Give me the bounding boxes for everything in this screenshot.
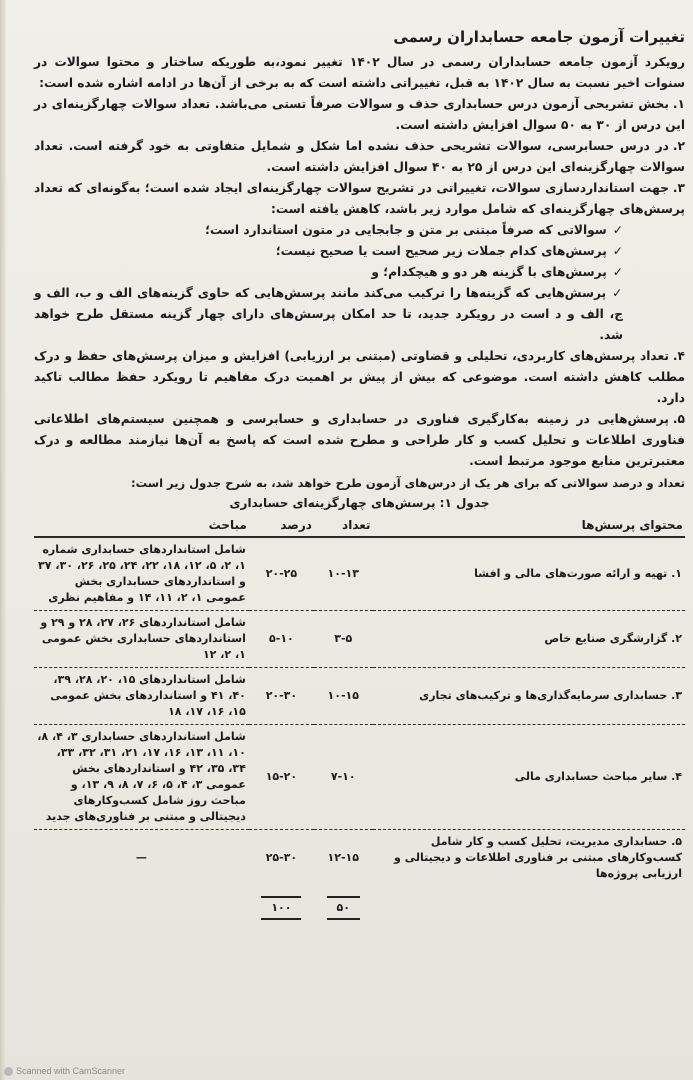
- camscanner-icon: [4, 1067, 13, 1076]
- cell-content: ۳. حسابداری سرمایه‌گذاری‌ها و ترکیب‌های تجاری: [373, 668, 685, 725]
- total-count: ۵۰: [327, 896, 360, 920]
- bullet-item: [34, 283, 685, 346]
- check-icon: ✓: [612, 244, 623, 258]
- item-number: ۲.: [672, 139, 685, 153]
- cell-percent: ۲۰-۳۰: [249, 668, 314, 725]
- check-icon: ✓: [612, 223, 623, 237]
- cell-topics: شامل استانداردهای ۲۶، ۲۷، ۲۸ و ۲۹ و استانداردهای حسابداری بخش عمومی ۱، ۲، ۱۲: [34, 611, 249, 668]
- cell-content: ۲. گزارشگری صنایع خاص: [373, 611, 685, 668]
- table-row: [34, 830, 685, 887]
- table-intro: تعداد و درصد سوالاتی که برای هر یک از درس‌های آزمون طرح خواهد شد، به شرح جدول زیر است:: [131, 476, 685, 490]
- list-item: [34, 94, 685, 136]
- cell-percent: ۲۵-۳۰: [265, 851, 298, 864]
- page-title: تغییرات آزمون جامعه حسابداران رسمی: [393, 28, 685, 46]
- cell-percent: ۱۵-۲۰: [249, 725, 314, 830]
- check-icon: ✓: [612, 286, 623, 300]
- item-text: بخش تشریحی آزمون درس حسابداری حذف و سوالات صرفاً تستی می‌باشد. تعداد سوالات چهارگزینه‌ای در این درس از ۳۰ به ۵۰ سوال افزایش داشته است.: [34, 97, 685, 132]
- intro-paragraph: رویکرد آزمون جامعه حسابداران رسمی در سال ۱۴۰۲ تغییر نمود،به طوریکه ساختار و محتوا سوالات در سنوات اخیر نسبت به سال ۱۴۰۲ به قبل، تغییراتی داشته است که به برخی از آن‌ها در ادامه اشاره شده است:: [34, 55, 686, 90]
- cell-count: ۱۲-۱۵: [327, 851, 359, 864]
- cell-topics: شامل استانداردهای ۱۵، ۲۰، ۲۸، ۳۹، ۴۰، ۴۱ و استانداردهای بخش عمومی ۱۵، ۱۶، ۱۷، ۱۸: [34, 668, 249, 725]
- header-content: محتوای پرسش‌ها: [373, 514, 685, 537]
- bullet-text: پرسش‌های کدام جملات زیر صحیح است یا صحیح نیست؛: [275, 244, 607, 258]
- document-body: [34, 28, 685, 924]
- totals-row: [34, 886, 685, 924]
- check-icon: ✓: [612, 265, 623, 279]
- cell-count: ۱۰-۱۵: [314, 668, 373, 725]
- cell-topics: شامل استانداردهای حسابداری شماره ۱، ۲، ۵، ۱۲، ۱۸، ۲۲، ۲۴، ۲۵، ۲۶، ۳۰، ۳۷ و استانداردهای حسابداری بخش عمومی ۱، ۲، ۱۱، ۱۴ و مفاهیم نظری: [34, 537, 249, 611]
- totals-empty: [34, 886, 249, 924]
- header-count: تعداد: [314, 514, 373, 537]
- totals-empty: [373, 886, 685, 924]
- cell-percent: ۲۰-۲۵: [249, 537, 314, 611]
- item-text: در درس حسابرسی، سوالات تشریحی حذف نشده اما شکل و شمایل متفاوتی به خود گرفته است. تعداد سوالات چهارگزینه‌ای این درس از ۲۵ به ۴۰ سوال افزایش داشته است.: [34, 139, 685, 174]
- scanner-watermark: [4, 1066, 125, 1076]
- cell-count: ۳-۵: [314, 611, 373, 668]
- bullet-item: [34, 262, 685, 283]
- cell-content: ۴. سایر مباحث حسابداری مالی: [373, 725, 685, 830]
- table-row: [34, 611, 685, 668]
- list-item: [34, 409, 685, 472]
- bullet-text: سوالاتی که صرفاً مبتنی بر متن و جابجایی در متون استاندارد است؛: [205, 223, 607, 237]
- table-section: [34, 474, 685, 924]
- table-row: [34, 537, 685, 611]
- bullet-item: [34, 220, 685, 241]
- list-item: [34, 178, 685, 220]
- item-number: ۴.: [672, 349, 685, 363]
- cell-content: ۱. تهیه و ارائه صورت‌های مالی و افشا: [373, 537, 685, 611]
- item-number: ۳.: [672, 181, 685, 195]
- cell-topics: —: [135, 851, 147, 864]
- bullet-text: پرسش‌های با گزینه هر دو و هیچکدام؛ و: [371, 265, 607, 279]
- page-edge: [0, 0, 6, 1080]
- cell-percent: ۵-۱۰: [249, 611, 314, 668]
- table-header-row: [34, 514, 685, 537]
- cell-count: ۱۰-۱۳: [314, 537, 373, 611]
- table-row: [34, 668, 685, 725]
- item-text: تعداد پرسش‌های کاربردی، تحلیلی و قضاوتی (مبتنی بر ارزیابی) افزایش و میزان پرسش‌های حفظ و درک مطلب کاهش داشته است. موضوعی که بیش از پیش بر اهمیت درک مفاهیم تا رویکرد حفظ مطالب تاکید دارد.: [34, 349, 685, 405]
- total-count-cell: [314, 886, 373, 924]
- total-percent-cell: [249, 886, 314, 924]
- list-item: [34, 346, 685, 409]
- bullet-text: پرسش‌هایی که گزینه‌ها را ترکیب می‌کند مانند پرسش‌هایی که حاوی گزینه‌های الف و ب، الف و ج، الف و د است در رویکرد جدید، تا حد امکان پرسش‌های دارای چهار گزینه مستقل طرح خواهد شد.: [34, 286, 623, 342]
- cell-topics: شامل استانداردهای حسابداری ۳، ۴، ۸، ۱۰، ۱۱، ۱۳، ۱۶، ۱۷، ۲۱، ۳۱، ۳۲، ۳۳، ۳۴، ۳۵، ۴۲ و استانداردهای بخش عمومی ۳، ۴، ۵، ۶، ۷، ۸، ۹، ۱۳، و مباحث روز شامل کسب‌وکارهای دیجیتالی و مبتنی بر فناوری‌های جدید: [34, 725, 249, 830]
- item-text: جهت استانداردسازی سوالات، تغییراتی در تشریح سوالات چهارگزینه‌ای ایجاد شده است؛ به‌گونه‌ای که تعداد پرسش‌های چهارگزینه‌ای که شامل موارد زیر باشد، کاهش یافته است:: [34, 181, 685, 216]
- item-number: ۱.: [672, 97, 685, 111]
- questions-table: [34, 514, 685, 924]
- cell-count: ۷-۱۰: [314, 725, 373, 830]
- list-item: [34, 136, 685, 178]
- table-row: [34, 725, 685, 830]
- cell-content: ۵. حسابداری مدیریت، تحلیل کسب و کار شامل کسب‌وکارهای مبتنی بر فناوری اطلاعات و دیجیتالی و ارزیابی پروژه‌ها: [394, 835, 682, 880]
- watermark-text: Scanned with CamScanner: [16, 1065, 126, 1076]
- header-percent: درصد: [249, 514, 314, 537]
- bullet-item: [34, 241, 685, 262]
- table-caption: جدول ۱: پرسش‌های چهارگزینه‌ای حسابداری: [229, 496, 490, 510]
- item-number: ۵.: [672, 412, 685, 426]
- total-percent: ۱۰۰: [261, 896, 301, 920]
- item-text: پرسش‌هایی در زمینه به‌کارگیری فناوری در حسابداری و حسابرسی و همچنین سیستم‌های اطلاعاتی فناوری اطلاعات و تحلیل کسب و کار طراحی و مطرح شده است که پاسخ به آن‌ها نیازمند مطالعه و درک معتبرترین منابع موجود مرتبط است.: [34, 412, 685, 468]
- header-topics: مباحث: [34, 514, 249, 537]
